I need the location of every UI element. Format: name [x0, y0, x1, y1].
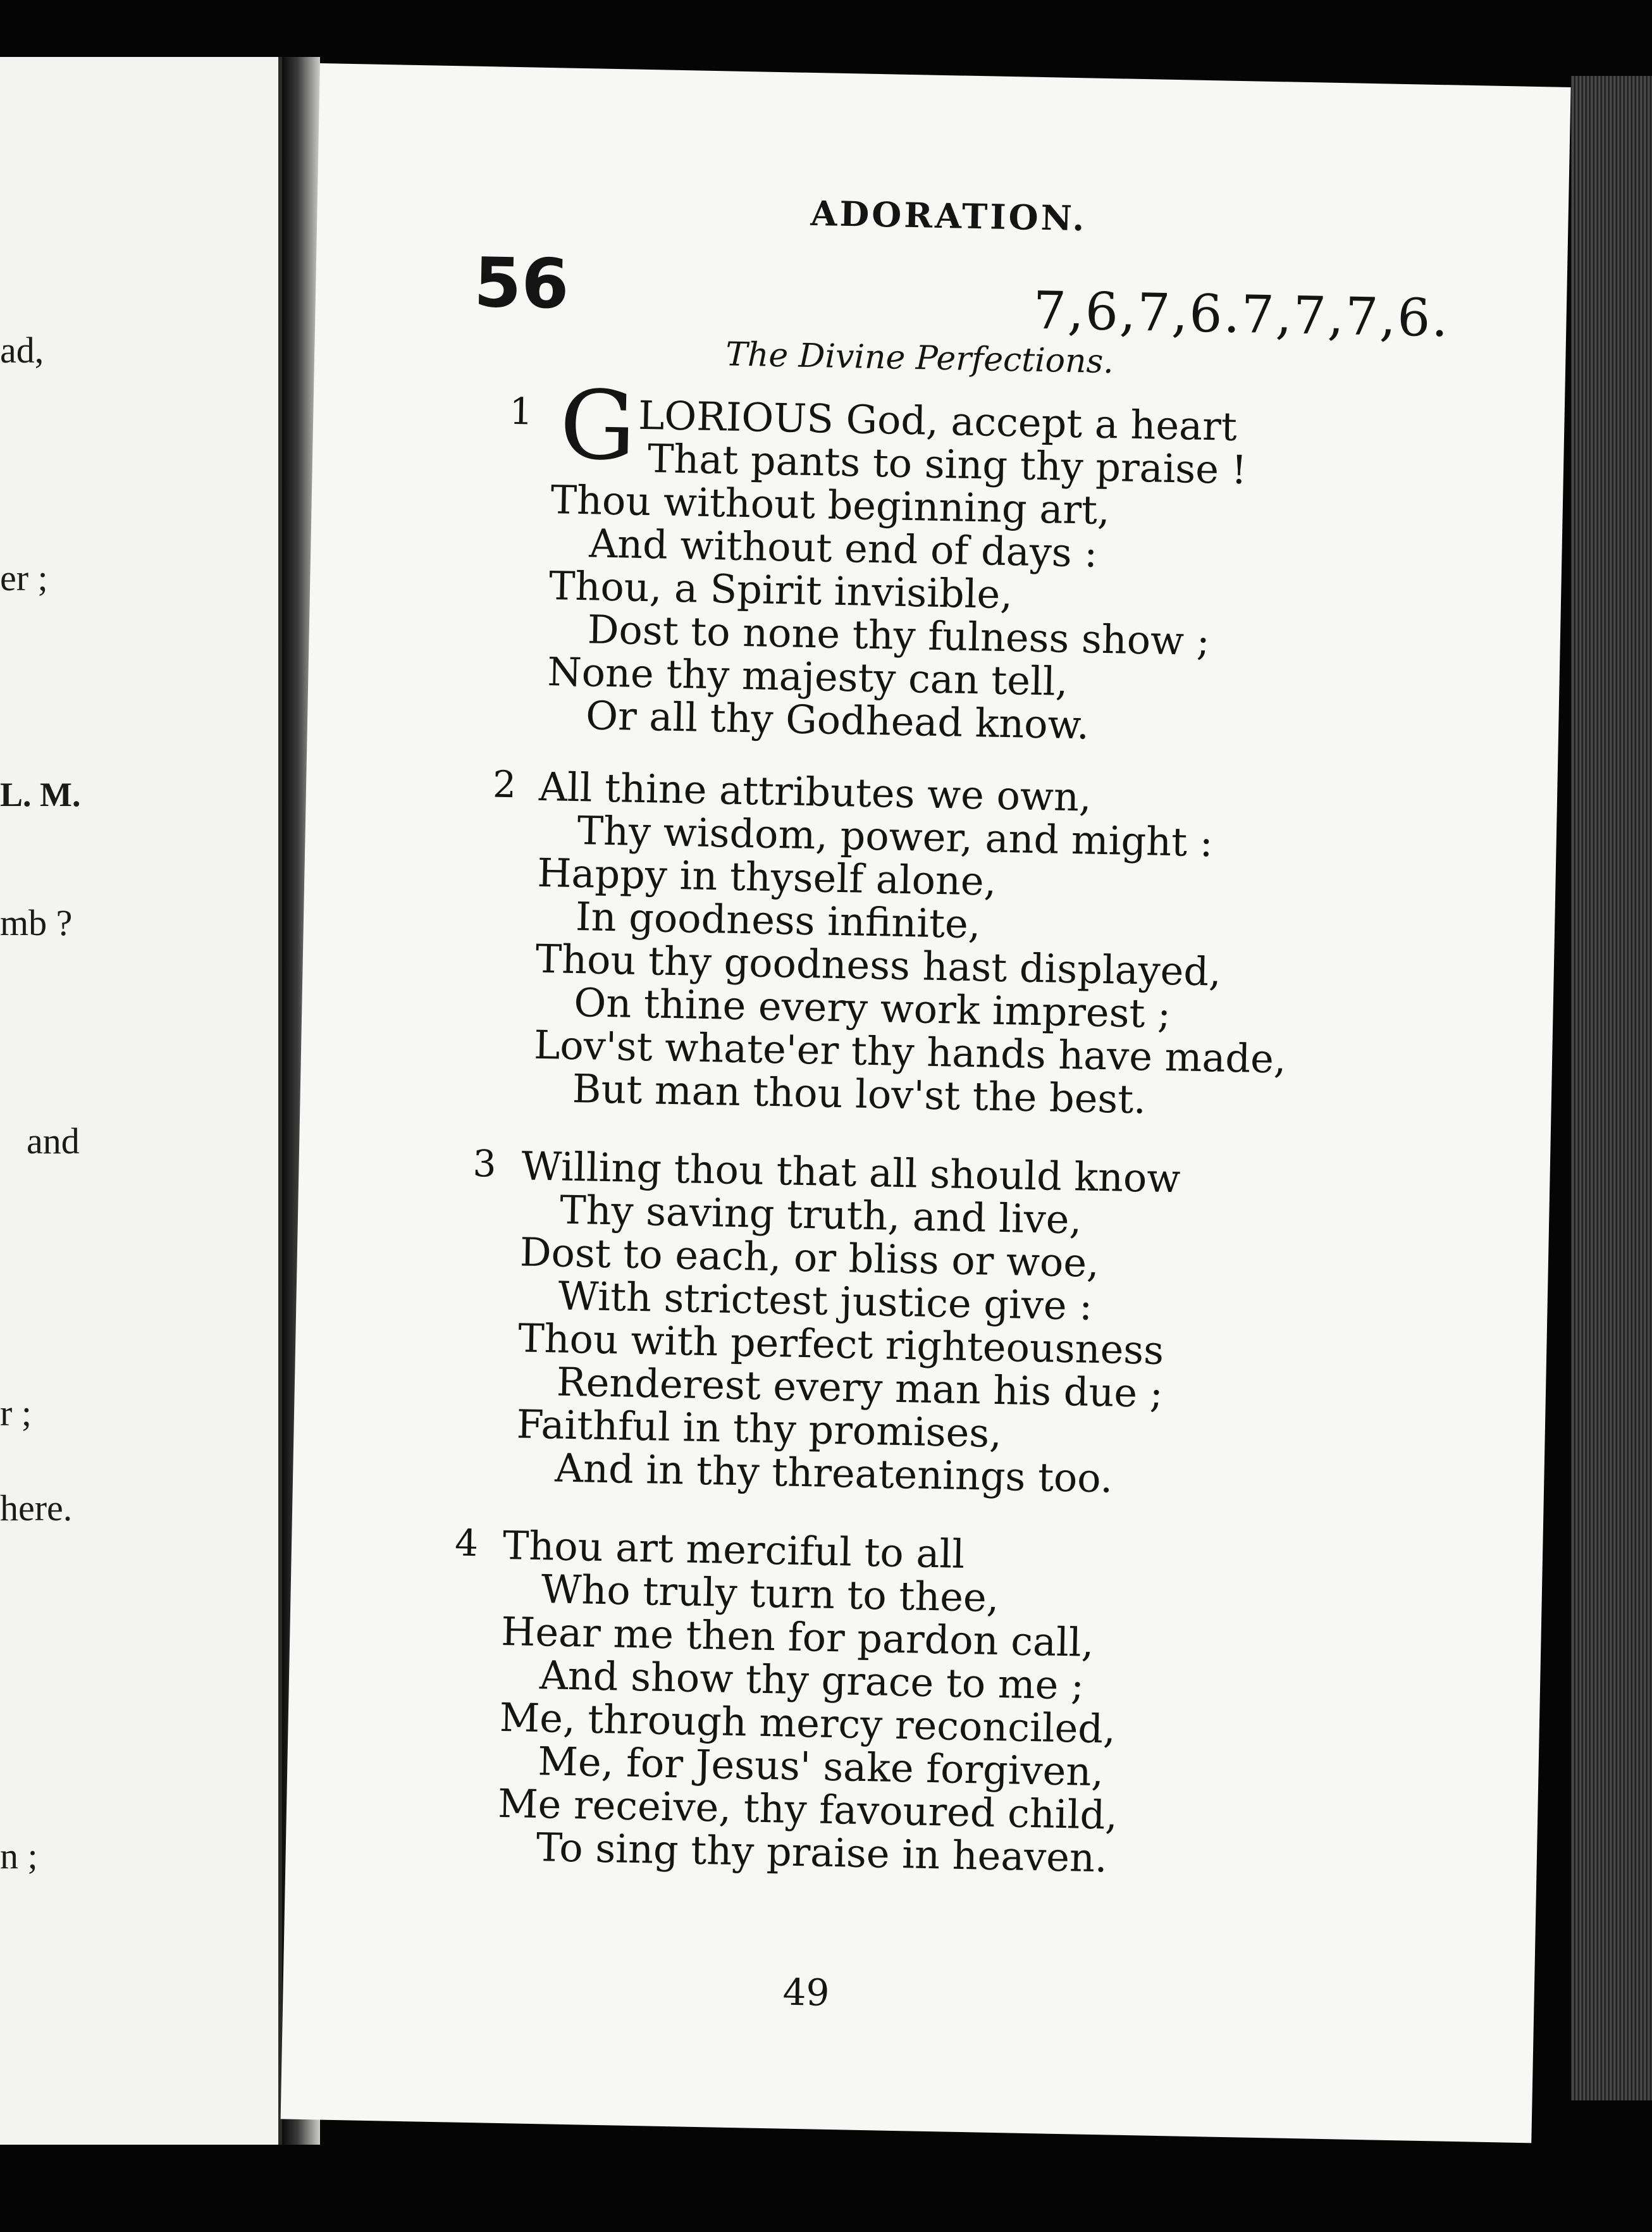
verse-line: Thou without beginning art,	[550, 476, 1111, 534]
stanza-number: 4	[454, 1521, 479, 1565]
verse-line: Dost to each, or bliss or woe,	[519, 1229, 1100, 1286]
stanza-number: 2	[492, 762, 517, 807]
hymn-page	[281, 63, 1571, 2143]
verse-line: Thou art merciful to all	[502, 1522, 965, 1577]
verse-line: Renderest every man his due ;	[556, 1358, 1164, 1417]
verse-line: And without end of days :	[588, 520, 1098, 576]
verse-line: None thy majesty can tell,	[546, 648, 1069, 705]
section-heading: ADORATION.	[810, 192, 1087, 239]
verse-line: Lov'st whate'er thy hands have made,	[533, 1021, 1287, 1082]
verse-line: That pants to sing thy praise !	[647, 435, 1248, 493]
verse-line: To sing thy praise in heaven.	[536, 1824, 1108, 1882]
page-number: 49	[782, 1970, 830, 2015]
verse-line: Thou, a Spirit invisible,	[548, 562, 1013, 618]
previous-page-fragment: here.	[0, 1487, 73, 1528]
verse-line: With strictest justice give :	[557, 1272, 1093, 1329]
verse-line: But man thou lov'st the best.	[572, 1065, 1147, 1123]
verse-line: Thou with perfect righteousness	[517, 1315, 1164, 1373]
stanza-number: 3	[472, 1141, 497, 1186]
stanza-number: 1	[509, 389, 534, 433]
verse-line: Thou thy goodness hast displayed,	[535, 935, 1222, 995]
verse-line: Thy wisdom, power, and might :	[577, 807, 1214, 866]
stanza	[307, 759, 1382, 1123]
verse-line: On thine every work imprest ;	[573, 979, 1171, 1038]
verse-line: Me, through mercy reconciled,	[499, 1694, 1116, 1752]
stanza	[314, 370, 1389, 748]
previous-page	[0, 57, 282, 2145]
verse-line: Or all thy Godhead know.	[585, 692, 1090, 748]
previous-page-fragment: mb ?	[0, 902, 73, 943]
verse-line: Me, for Jesus' sake forgiven,	[537, 1738, 1104, 1795]
verse-line: In goodness infinite,	[575, 893, 982, 948]
previous-page-fragment: n ;	[0, 1835, 38, 1876]
verse-line: And in thy threatenings too.	[554, 1444, 1113, 1502]
verse-line: All thine attributes we own,	[538, 763, 1092, 821]
stanza	[292, 1518, 1367, 1882]
verse-line: Who truly turn to thee,	[541, 1566, 1000, 1621]
previous-page-fragment: er ;	[0, 557, 48, 598]
stanza	[299, 1139, 1374, 1502]
verse-line: Faithful in thy promises,	[516, 1401, 1002, 1457]
verse-line: Dost to none thy fulness show ;	[587, 606, 1211, 665]
previous-page-fragment: ad,	[0, 330, 44, 371]
verse-line: Hear me then for pardon call,	[500, 1608, 1095, 1666]
previous-page-fragment: and	[27, 1120, 80, 1162]
hymn-meter: 7,6,7,6.7,7,7,6.	[1032, 280, 1450, 349]
verse-line: Willing thou that all should know	[521, 1143, 1181, 1202]
book-page-edges	[1571, 76, 1652, 2100]
verse-line: And show thy grace to me ;	[539, 1652, 1085, 1709]
hymn-subtitle: The Divine Perfections.	[725, 335, 1114, 381]
verse-line: Happy in thyself alone,	[536, 849, 997, 905]
hymn-number: 56	[473, 243, 570, 325]
previous-page-fragment: L. M.	[0, 776, 81, 814]
verse-line: Thy saving truth, and live,	[559, 1186, 1082, 1243]
previous-page-fragment: r ;	[0, 1392, 32, 1434]
verse-line: Me receive, thy favoured child,	[497, 1780, 1118, 1838]
verse-line-text: LORIOUS God, accept a heart	[638, 392, 1238, 450]
drop-cap: G	[558, 370, 637, 482]
